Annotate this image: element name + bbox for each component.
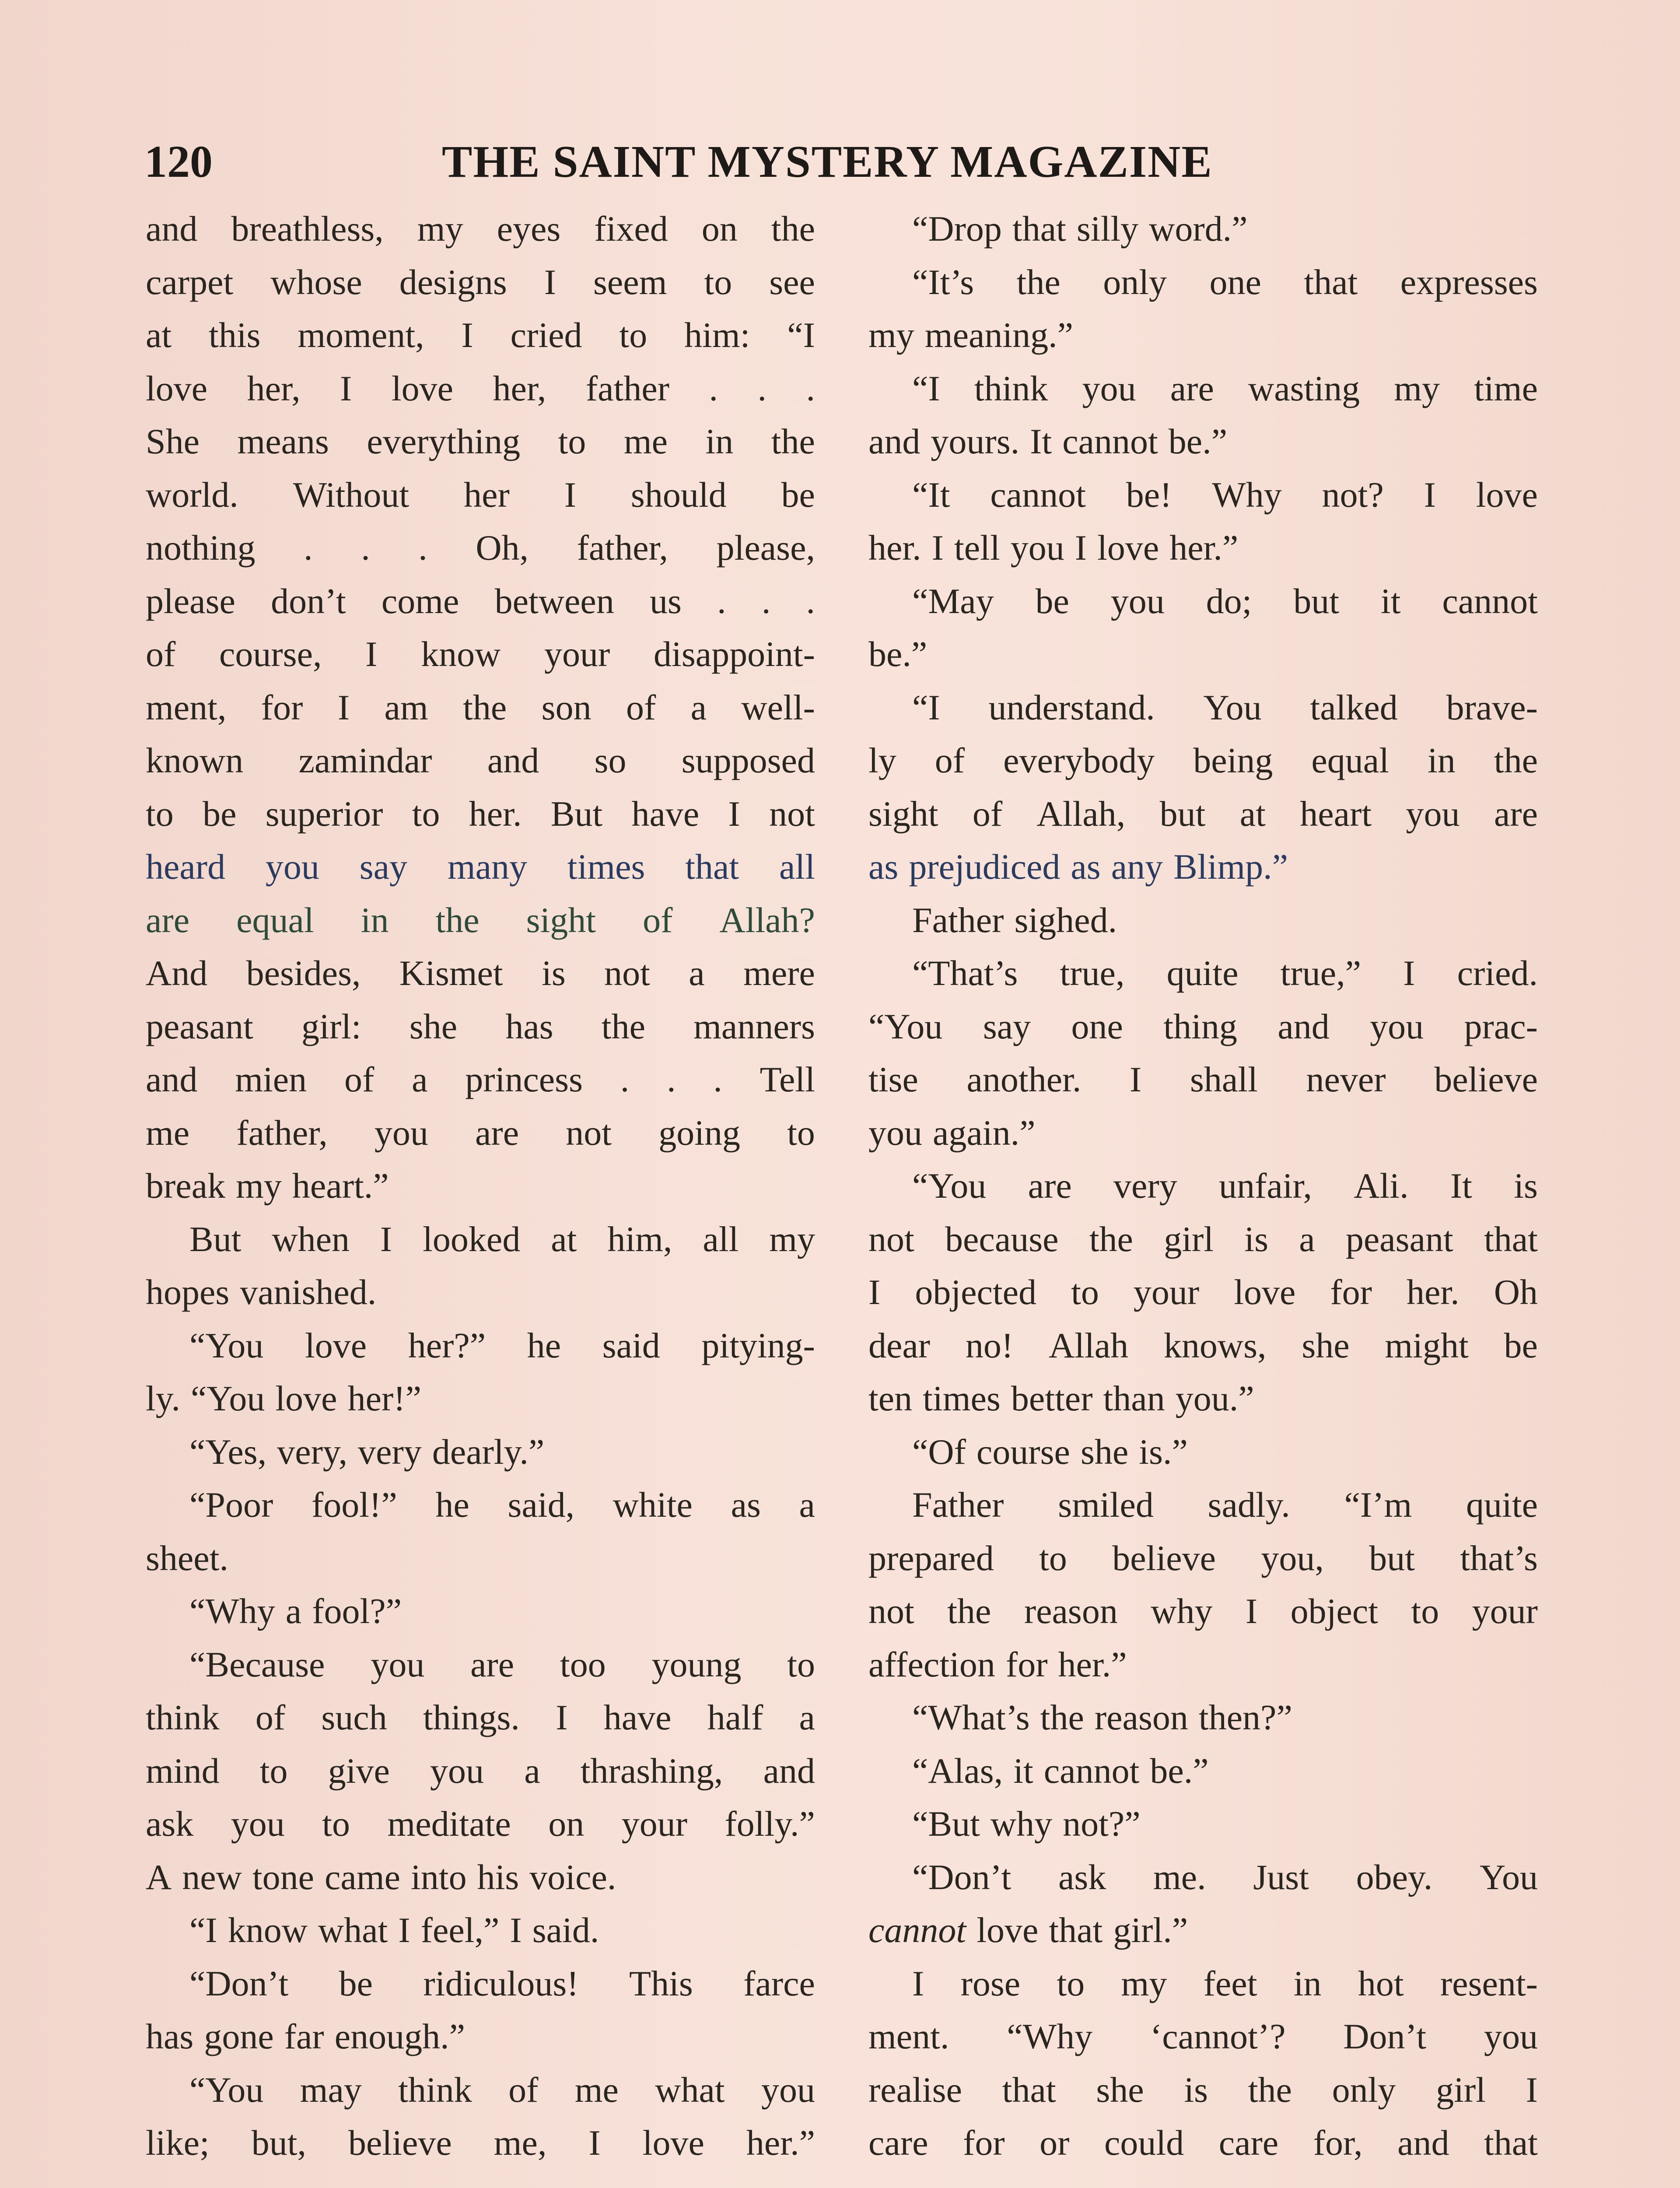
text-line: world. Without her I should be [146,474,815,515]
text-line: not the reason why I object to your [868,1591,1538,1631]
text-line: “Because you are too young to [189,1644,815,1684]
text-line: are equal in the sight of Allah? [146,900,815,940]
text-line: her. I tell you I love her.” [868,528,1239,568]
text-line: “It cannot be! Why not? I love [912,474,1538,515]
text-line: “I know what I feel,” I said. [189,1910,599,1950]
text-line: care for or could care for, and that [868,2123,1538,2163]
page-header [144,131,1256,193]
text-line: and mien of a princess . . . Tell [146,1059,815,1099]
text-line: my meaning.” [868,315,1074,355]
text-line: be.” [868,634,928,674]
text-line: prepared to believe you, but that’s [868,1538,1538,1578]
text-line: “Drop that silly word.” [912,209,1248,249]
text-line: realise that she is the only girl I [868,2069,1538,2110]
text-line: “Of course she is.” [912,1431,1188,1472]
text-line: “It’s the only one that expresses [912,262,1538,302]
text-line: A new tone came into his voice. [146,1857,616,1897]
text-line: “That’s true, quite true,” I cried. [912,953,1538,993]
text-line: of course, I know your disappoint- [146,634,815,674]
text-line: Father smiled sadly. “I’m quite [912,1485,1538,1525]
running-title: THE SAINT MYSTERY MAGAZINE [442,137,1213,187]
page-number: 120 [144,137,213,187]
text-line: please don’t come between us . . . [146,581,815,621]
text-line: think of such things. I have half a [146,1697,815,1737]
right-text-column [868,202,1538,2170]
text-line: known zamindar and so supposed [146,740,815,780]
text-line: carpet whose designs I seem to see [146,262,815,302]
text-line: “Alas, it cannot be.” [912,1750,1209,1791]
text-line: “You may think of me what you [189,2069,815,2110]
text-line: not because the girl is a peasant that [868,1219,1538,1259]
text-line: as prejudiced as any Blimp.” [868,847,1288,887]
text-line: “You love her?” he said pitying- [189,1325,815,1365]
text-line: to be superior to her. But have I not [146,793,815,834]
text-line: ly. “You love her!” [146,1378,421,1418]
text-line: mind to give you a thrashing, and [146,1750,815,1791]
text-line: has gone far enough.” [146,2016,466,2056]
text-line: But when I looked at him, all my [189,1219,815,1259]
text-line: break my heart.” [146,1166,389,1206]
text-line: She means everything to me in the [146,421,815,461]
text-line: sheet. [146,1538,228,1578]
text-line: “You are very unfair, Ali. It is [912,1166,1538,1206]
text-line: “Yes, very, very dearly.” [189,1431,545,1472]
text-line: me father, you are not going to [146,1112,815,1153]
text-line: Father sighed. [912,900,1117,940]
text-line: sight of Allah, but at heart you are [868,793,1538,834]
text-line: “What’s the reason then?” [912,1697,1292,1737]
left-text-column [146,202,815,2170]
text-line: and yours. It cannot be.” [868,421,1228,461]
text-line: ment, for I am the son of a well- [146,687,815,727]
text-line: peasant girl: she has the manners [146,1006,815,1046]
text-line: “You say one thing and you prac- [868,1006,1538,1046]
text-line: I rose to my feet in hot resent- [912,1963,1538,2003]
text-line: “But why not?” [912,1804,1141,1844]
text-line: cannot love that girl.” [868,1910,1188,1950]
text-line: ten times better than you.” [868,1378,1254,1418]
text-line: “I think you are wasting my time [912,368,1538,408]
text-line: “Poor fool!” he said, white as a [189,1485,815,1525]
text-line: at this moment, I cried to him: “I [146,315,815,355]
text-line: tise another. I shall never believe [868,1059,1538,1099]
text-line: like; but, believe me, I love her.” [146,2123,815,2163]
text-line: hopes vanished. [146,1272,377,1312]
text-line: ask you to meditate on your folly.” [146,1804,815,1844]
text-line: ly of everybody being equal in the [868,740,1538,780]
text-line: affection for her.” [868,1644,1127,1684]
text-line: “Why a fool?” [189,1591,402,1631]
text-line: and breathless, my eyes fixed on the [146,209,815,249]
text-line: dear no! Allah knows, she might be [868,1325,1538,1365]
text-line: you again.” [868,1112,1036,1153]
text-line: heard you say many times that all [146,847,815,887]
text-line: nothing . . . Oh, father, please, [146,528,815,568]
text-line: “Don’t ask me. Just obey. You [912,1857,1538,1897]
text-line: I objected to your love for her. Oh [868,1272,1538,1312]
text-line: And besides, Kismet is not a mere [146,953,815,993]
text-line: love her, I love her, father . . . [146,368,815,408]
text-line: ment. “Why ‘cannot’? Don’t you [868,2016,1538,2056]
text-line: “May be you do; but it cannot [912,581,1538,621]
text-line: “Don’t be ridiculous! This farce [189,1963,815,2003]
text-line: “I understand. You talked brave- [912,687,1538,727]
